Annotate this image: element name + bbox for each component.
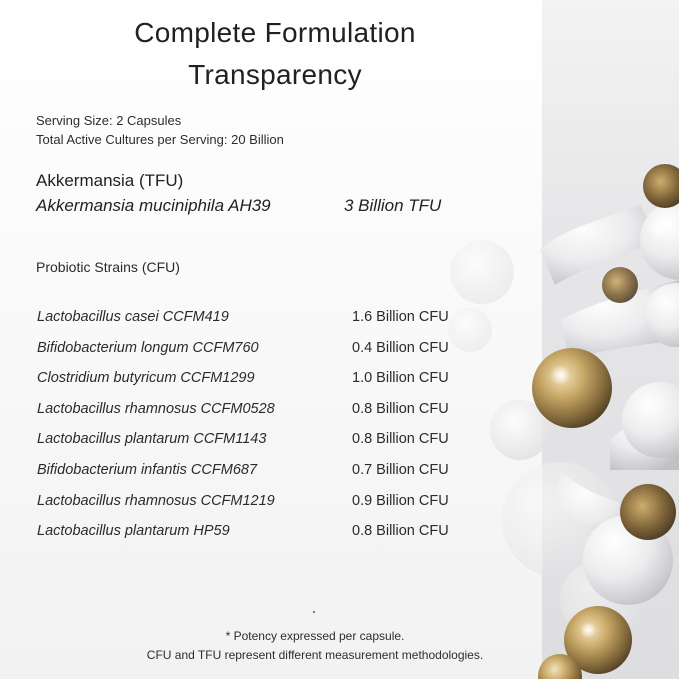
strain-name: Bifidobacterium longum CCFM760 [37,339,259,356]
strain-row [37,521,477,552]
strain-row [37,307,477,338]
strain-row [37,460,477,491]
strain-name: Clostridium butyricum CCFM1299 [37,370,255,387]
footnote-line-2: CFU and TFU represent different measurement methodologies. [146,648,484,662]
strain-row [37,491,477,522]
akkermansia-heading: Akkermansia (TFU) [36,171,184,190]
strain-row [37,399,477,430]
strain-amount: 1.6 Billion CFU [352,309,449,325]
strain-name: Lactobacillus plantarum CCFM1143 [37,431,267,448]
page-title-line-1: Complete Formulation [134,17,416,48]
strain-amount: 0.7 Billion CFU [352,461,449,478]
serving-size: Serving Size: 2 Capsules [36,113,182,128]
strain-row [37,429,477,460]
footnote [0,627,630,665]
total-cultures: Total Active Cultures per Serving: 20 Billion [36,132,284,147]
akkermansia-amount: 3 Billion TFU [344,196,442,215]
strain-name: Lactobacillus rhamnosus CCFM0528 [37,400,275,417]
strain-name: Lactobacillus plantarum HP59 [37,523,230,540]
strain-amount: 0.8 Billion CFU [352,431,449,448]
strain-amount: 0.8 Billion CFU [352,400,449,417]
strain-row [37,368,477,399]
strain-name: Lactobacillus rhamnosus CCFM1219 [37,492,275,509]
footnote-line-1: * Potency expressed per capsule. [225,629,405,643]
strain-amount: 0.9 Billion CFU [352,492,449,509]
strain-name: Lactobacillus casei CCFM419 [37,309,229,325]
strain-amount: 1.0 Billion CFU [352,370,449,387]
probiotic-heading: Probiotic Strains (CFU) [36,259,180,275]
probiotic-strain-list [37,307,477,552]
strain-amount: 0.8 Billion CFU [352,523,449,540]
strain-row [37,338,477,369]
serving-info [36,111,284,149]
akkermansia-strain: Akkermansia muciniphila AH39 [36,196,271,215]
separator-dot [313,611,315,613]
page-title [0,12,550,96]
strain-name: Bifidobacterium infantis CCFM687 [37,461,258,478]
page-title-line-2: Transparency [188,59,362,90]
strain-amount: 0.4 Billion CFU [352,339,449,356]
